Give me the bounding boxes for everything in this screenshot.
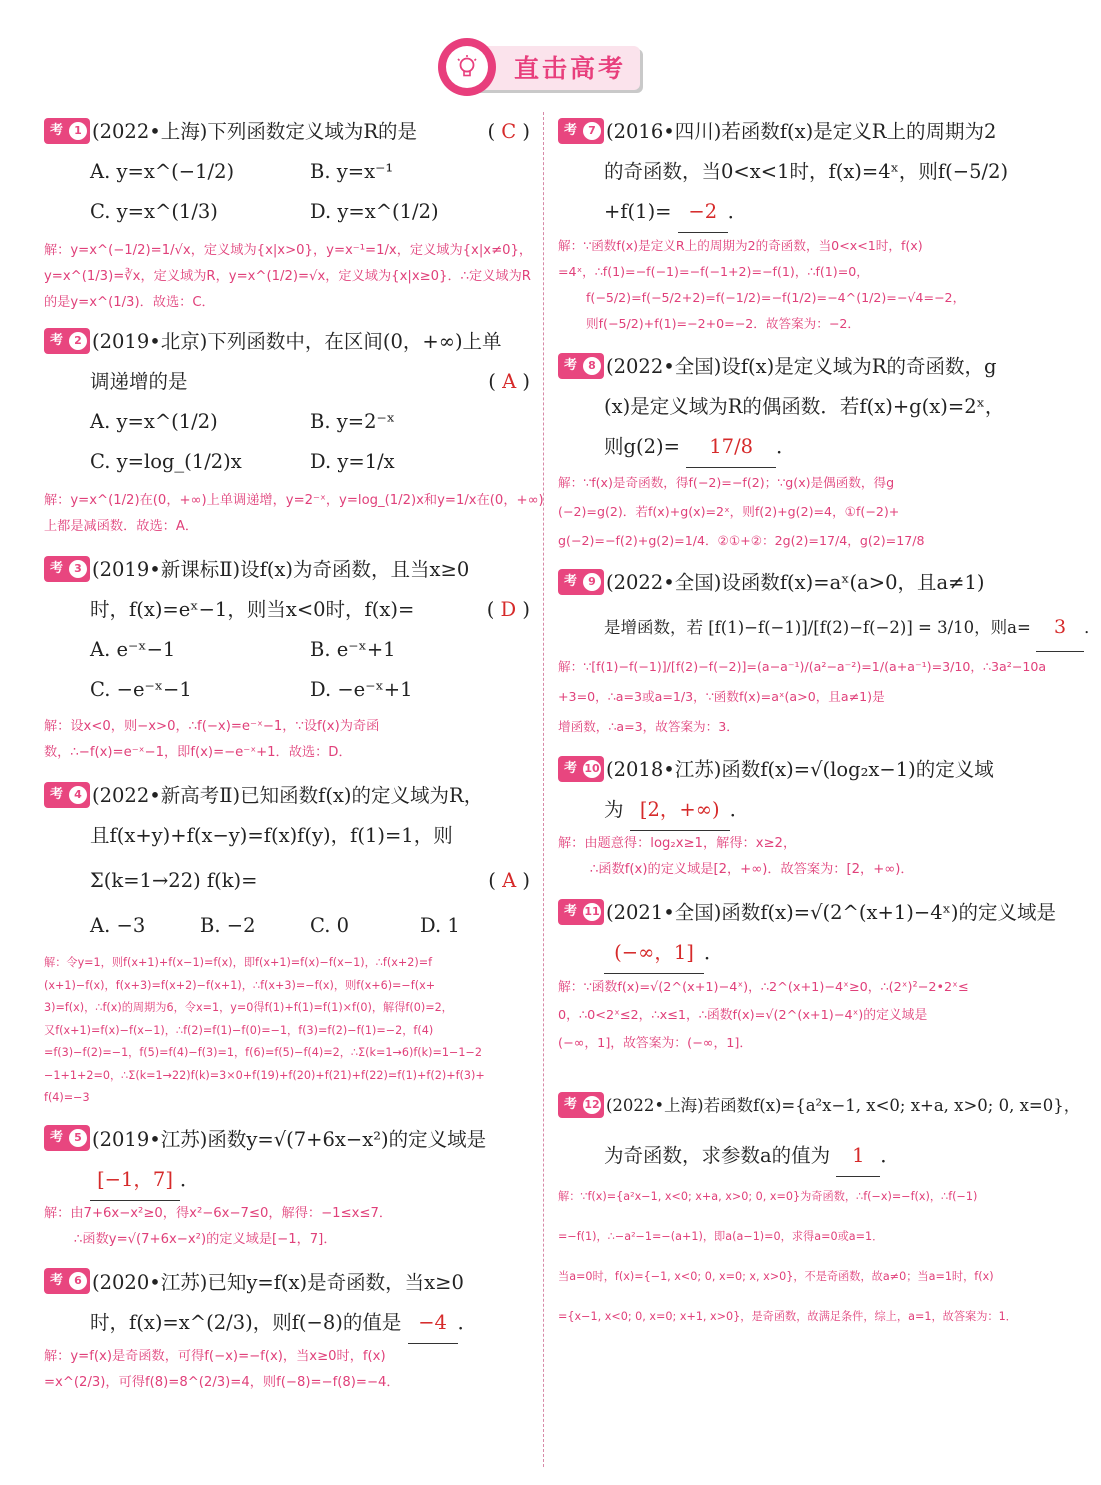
question-4 [44,776,530,1110]
question-3 [44,550,530,766]
question-text: 且f(x+y)+f(x−y)=f(x)f(y)，f(1)=1，则 [90,824,453,847]
question-badge: 考 12 [558,1092,604,1118]
option: B. y=2⁻ˣ [310,410,396,433]
question-badge: 考 6 [44,1268,90,1294]
section-header [0,38,1080,96]
answer-blank: 1 [836,1136,880,1177]
answer-blank: 17/8 [686,427,776,468]
solution: 解：y=x^(−1/2)=1/√x，定义域为{x|x>0}，y=x⁻¹=1/x，定义域为{x|x≠0}， y=x^(1/3)=∛x，定义域为R，y=x^(1/2)=√x，定义域为{x|x≥0}．∴定义域为R 的是y=x^(1/3)．故选：C． [44,243,533,310]
question-badge: 考 9 [558,569,604,595]
solution: 解：∵f(x)={a²x−1, x<0; x+a, x>0; 0, x=0}为奇函数，∴f(−x)=−f(x)，∴f(−1) =−f(1)，∴−a²−1=−(a+1)，即a(a−1)=0，求得a=0或a=1． 当a=0时，f(x)={−1, x<0; 0, x=0; x, x>0}，不是奇函数，故a≠0；当a=1时，f(x) ={x−1, x<0; 0, x=0; x+1, x>0}，是奇函数，故满足条件，综上，a=1，故答案为：1． [558,1190,1017,1323]
options [44,906,530,946]
question-12: 考 12 (2022•上海)若函数f(x)={a²x−1, x<0; x+a, x>0; 0, x=0}， 为奇函数，求参数a的值为 1 ． 解：∵f(x)={a²x−1, x<0; x+a, x>0; 0, x=0}为奇函数，∴f(−x)=−f(x)，∴f(−1) =−f(1)，∴−a²−1=−(a+1)，即a(a−1)=0，求得a=0或a=1． 当a=0时，f(x)={−1, x<0; 0, x=0; x, x>0}，不是奇函数，故a≠0；当a=1时，f(x) ={x−1, x<0; 0, x=0; x+1, x>0}，是奇函数，故满足条件，综上，a=1，故答案为：1． [558,1076,1044,1337]
option: C. y=x^(1/3) [90,200,218,223]
option: A. y=x^(−1/2) [90,160,235,183]
option: D. 1 [420,914,460,937]
question-text: (2020•江苏)已知y=f(x)是奇函数，当x≥0 [92,1270,464,1294]
answer-choice: ( D ) [486,598,530,621]
solution: 解：设x<0，则−x>0，∴f(−x)=e⁻ˣ−1，∵设f(x)为奇函 数，∴−f(x)=e⁻ˣ−1，即f(x)=−e⁻ˣ+1．故选：D． [44,719,380,760]
question-text: (2018•江苏)函数f(x)=√(log₂x−1)的定义域 [606,758,994,781]
question-7: 考 7 (2016•四川)若函数f(x)是定义R上的周期为2 的奇函数，当0<x<1时，f(x)=4ˣ，则f(−5/2) +f(1)= −2 ． 解：∵函数f(x)是定义R上的周期为2的奇函数，当0<x<1时，f(x) =4ˣ，∴f(1)=−f(−1)=−f(−1+2)=−f(1)，∴f(1)=0， f(−5/2)=f(−5/2+2)=f(−1/2)=−f(1/2)=−4^(1/2)=−√4=−2， 则f(−5/2)+f(1)=−2+0=−2．故答案为：−2． [558,112,1044,337]
question-text: (2022•全国)设函数f(x)=aˣ(a>0，且a≠1) [606,571,985,594]
options [44,442,530,482]
answer-choice: ( C ) [487,120,530,143]
option: D. −e⁻ˣ+1 [310,678,413,701]
question-6: 考 6 (2020•江苏)已知y=f(x)是奇函数，当x≥0 时，f(x)=x^(2/3)，则f(−8)的值是 −4 ． 解：y=f(x)是奇函数，可得f(−x)=−f(x)，当x≥0时，f(x) =x^(2/3)，可得f(8)=8^(2/3)=4，则f(−8)=−f(8)=−4． [44,1263,530,1396]
answer-blank: −2 [678,192,728,233]
solution: 解：y=f(x)是奇函数，可得f(−x)=−f(x)，当x≥0时，f(x) =x^(2/3)，可得f(8)=8^(2/3)=4，则f(−8)=−f(8)=−4． [44,1348,400,1390]
question-1 [44,112,533,316]
question-badge: 考 2 [44,328,90,354]
question-8: 考 8 (2022•全国)设f(x)是定义域为R的奇函数，g (x)是定义域为R的偶函数．若f(x)+g(x)=2ˣ， 则g(2)= 17/8 ． 解：∵f(x)是奇函数，得f(−2)=−f(2)；∵g(x)是偶函数，得g (−2)=g(2)．若f(x)+g(x)=2ˣ，则f(2)+g(2)=4，①f(−2)+ g(−2)=−f(2)+g(2)=1/4．②①+②：2g(2)=17/4，g(2)=17/8 [558,347,1044,555]
answer-blank: (−∞，1] [604,933,704,974]
solution: 解：令y=1，则f(x+1)+f(x−1)=f(x)，即f(x+1)=f(x)−f(x−1)，∴f(x+2)=f (x+1)−f(x)，f(x+3)=f(x+2)−f(x+1)，∴f(x+3)=−f(x)，则f(x+6)=−f(x+ 3)=f(x)，∴f(x)的周期为6，令x=1，y=0得f(1)+f(1)=f(1)×f(0)，解得f(0)=2， 又f(x+1)=f(x)−f(x−1)，∴f(2)=f(1)−f(0)=−1，f(3)=f(2)−f(1)=−2，f(4) =f(3)−f(2)=−1，f(5)=f(4)−f(3)=1，f(6)=f(5)−f(4)=2，∴Σ(k=1→6)f(k)=1−1−2 −1+1+2=0，∴Σ(k=1→22)f(k)=3×0+f(19)+f(20)+f(21)+f(22)=f(1)+f(2)+f(3)+ f(4)=−3 [44,956,485,1104]
option: B. y=x⁻¹ [310,160,394,183]
options [44,630,530,670]
option: A. e⁻ˣ−1 [90,638,176,661]
question-text: Σ(k=1→22) f(k)= [90,869,258,892]
solution: 解：∵函数f(x)=√(2^(x+1)−4ˣ)，∴2^(x+1)−4ˣ≥0，∴(2ˣ)²−2•2ˣ≤ 0，∴0<2ˣ≤2，∴x≤1，∴函数f(x)=√(2^(x+1)−4ˣ)的定义域是 (−∞，1]，故答案为：(−∞，1]． [558,980,969,1051]
question-badge: 考 11 [558,899,604,925]
question-11: 考 11 (2021•全国)函数f(x)=√(2^(x+1)−4ˣ)的定义域是 (−∞，1] ． 解：∵函数f(x)=√(2^(x+1)−4ˣ)，∴2^(x+1)−4ˣ≥0，∴(2ˣ)²−2•2ˣ≤ 0，∴0<2ˣ≤2，∴x≤1，∴函数f(x)=√(2^(x+1)−4ˣ)的定义域是 (−∞，1]，故答案为：(−∞，1]． [558,893,1044,1058]
answer-blank: 3 [1036,603,1084,652]
question-text: (2022•上海)若函数f(x)={a²x−1, x<0; x+a, x>0; 0, x=0}， [606,1096,1081,1115]
answer-choice: ( A ) [488,370,530,393]
question-badge: 考 10 [558,756,604,782]
option: A. y=x^(1/2) [90,410,218,433]
question-badge: 考 3 [44,556,90,582]
left-column [44,112,544,1396]
answer-choice: ( A ) [488,869,530,892]
question-text: (2021•全国)函数f(x)=√(2^(x+1)−4ˣ)的定义域是 [606,901,1056,924]
question-text: 的奇函数，当0<x<1时，f(x)=4ˣ，则f(−5/2) [604,160,1009,183]
question-text: (2022•上海)下列函数定义域为R的是 [92,120,418,143]
option: D. y=x^(1/2) [310,200,439,223]
question-text: 为奇函数，求参数a的值为 [604,1144,831,1167]
question-badge: 考 1 [44,118,90,144]
options [44,152,530,192]
solution: 解：∵[f(1)−f(−1)]/[f(2)−f(−2)]=(a−a⁻¹)/(a²−a⁻²)=1/(a+a⁻¹)=3/10，∴3a²−10a +3=0，∴a=3或a=1/3，∵函数f(x)=aˣ(a>0，且a≠1)是 增函数，∴a=3，故答案为：3． [558,659,1047,734]
solution: 解：由7+6x−x²≥0，得x²−6x−7≤0，解得：−1≤x≤7． ∴函数y=√(7+6x−x²)的定义域是[−1，7]． [44,1205,393,1247]
option: B. e⁻ˣ+1 [310,638,396,661]
question-badge: 考 8 [558,353,604,379]
question-text: (2019•北京)下列函数中，在区间(0，+∞)上单 [92,330,502,353]
question-badge: 考 7 [558,118,604,144]
solution: 解：∵f(x)是奇函数，得f(−2)=−f(2)；∵g(x)是偶函数，得g (−2)=g(2)．若f(x)+g(x)=2ˣ，则f(2)+g(2)=4，①f(−2)+ g(−2)=−f(2)+g(2)=1/4．②①+②：2g(2)=17/4，g(2)=17/8 [558,475,925,548]
question-text: (2022•全国)设f(x)是定义域为R的奇函数，g [606,355,997,378]
lightbulb-icon [438,38,496,96]
right-column [558,112,1101,1337]
question-2 [44,322,544,540]
option: C. −e⁻ˣ−1 [90,678,192,701]
question-badge: 考 5 [44,1125,90,1151]
question-text: 则g(2)= [604,435,680,458]
column-divider [543,112,544,1467]
answer-blank: [2，+∞) [630,790,730,831]
option: C. 0 [310,914,350,937]
question-text: (2019•江苏)函数y=√(7+6x−x²)的定义域是 [92,1127,487,1151]
question-10: 考 10 (2018•江苏)函数f(x)=√(log₂x−1)的定义域 为 [2，+∞) ． 解：由题意得：log₂x≥1，解得：x≥2， ∴函数f(x)的定义域是[2，+∞)．故答案为：[2，+∞)． [558,750,1044,883]
option: A. −3 [90,914,146,937]
question-text: 为 [604,798,624,821]
options [44,670,530,710]
question-text: 调递增的是 [90,370,188,393]
question-text: (2016•四川)若函数f(x)是定义R上的周期为2 [606,120,997,143]
question-badge: 考 4 [44,782,90,808]
option: D. y=1/x [310,450,395,473]
question-text: (2022•新高考Ⅱ)已知函数f(x)的定义域为R， [92,784,484,807]
options [44,192,530,232]
answer-blank: [−1，7] [90,1160,180,1201]
options [44,402,530,442]
option: B. −2 [200,914,256,937]
question-text: 时，f(x)=eˣ−1，则当x<0时，f(x)= [90,598,415,621]
question-text: +f(1)= [604,200,672,223]
solution: 解：y=x^(1/2)在(0，+∞)上单调递增，y=2⁻ˣ，y=log_(1/2)x和y=1/x在(0，+∞) 上都是减函数．故选：A． [44,493,544,534]
question-5: 考 5 (2019•江苏)函数y=√(7+6x−x²)的定义域是 [−1，7] ． 解：由7+6x−x²≥0，得x²−6x−7≤0，解得：−1≤x≤7． ∴函数y=√(7+6x−x²)的定义域是[−1，7]． [44,1120,530,1253]
question-text: (x)是定义域为R的偶函数．若f(x)+g(x)=2ˣ， [604,395,1005,418]
solution: 解：∵函数f(x)是定义R上的周期为2的奇函数，当0<x<1时，f(x) =4ˣ，∴f(1)=−f(−1)=−f(−1+2)=−f(1)，∴f(1)=0， f(−5/2)=f(−5/2+2)=f(−1/2)=−f(1/2)=−4^(1/2)=−√4=−2， 则f(−5/2)+f(1)=−2+0=−2．故答案为：−2． [558,238,966,331]
question-text: (2019•新课标Ⅱ)设f(x)为奇函数，且当x≥0 [92,558,470,581]
solution: 解：由题意得：log₂x≥1，解得：x≥2， ∴函数f(x)的定义域是[2，+∞)．故答案为：[2，+∞)． [558,836,914,877]
answer-blank: −4 [408,1303,458,1344]
question-9: 考 9 (2022•全国)设函数f(x)=aˣ(a>0，且a≠1) 是增函数，若 [f(1)−f(−1)]/[f(2)−f(−2)] = 3/10，则a= 3 ． 解：∵[f(1)−f(−1)]/[f(2)−f(−2)]=(a−a⁻¹)/(a²−a⁻²)=1/(a+a⁻¹)=3/10，∴3a²−10a +3=0，∴a=3或a=1/3，∵函数f(x)=aˣ(a>0，且a≠1)是 增函数，∴a=3，故答案为：3． [558,563,1044,742]
question-text: 时，f(x)=x^(2/3)，则f(−8)的值是 [90,1310,402,1334]
section-title: 直击高考 [514,54,627,83]
question-text: 是增函数，若 [f(1)−f(−1)]/[f(2)−f(−2)] = 3/10，则a= [604,618,1031,637]
option: C. y=log_(1/2)x [90,450,242,473]
